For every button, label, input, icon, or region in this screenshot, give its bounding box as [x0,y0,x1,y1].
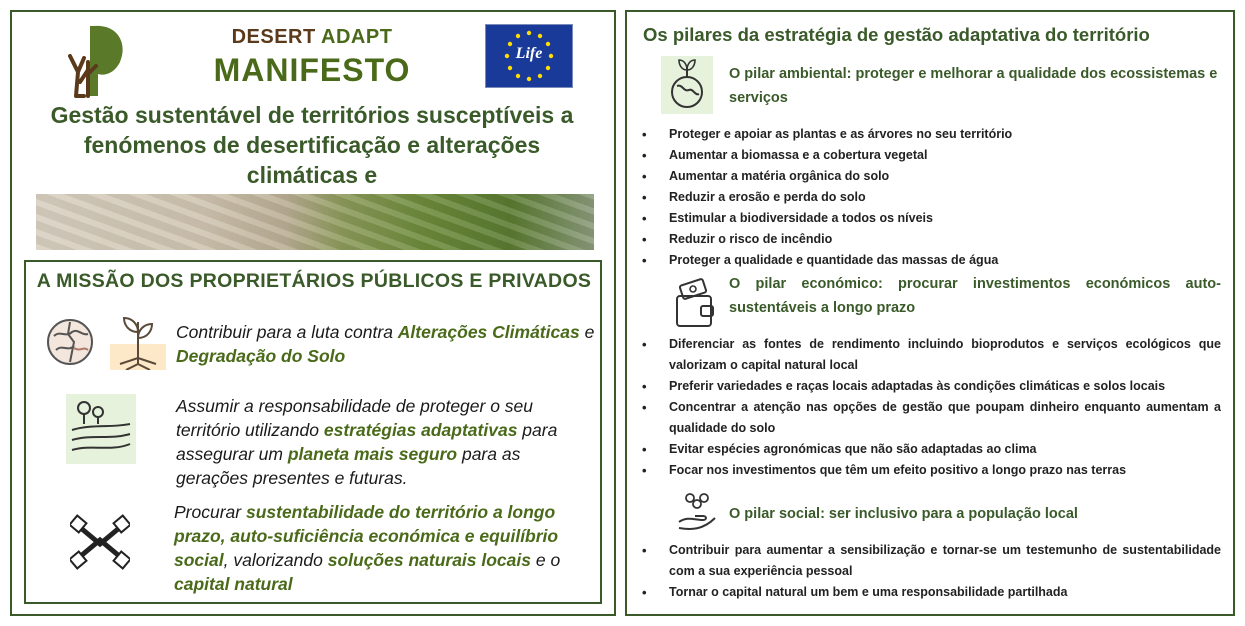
list-item: • Reduzir a erosão e perda do solo [639,187,1221,208]
mission-highlight: planeta mais seguro [287,444,458,464]
mission-item-sustainability [174,500,594,596]
economic-bullets [639,334,1221,481]
tree-logo-icon [62,22,132,100]
list-item: • Contribuir para aumentar a sensibilização e tornar-se um testemunho de sustentabilidade com a sua experiência pessoal [639,540,1221,582]
community-hand-icon [677,490,717,532]
eu-life-logo [485,24,573,88]
pillars-title: Os pilares da estratégia de gestão adaptativa do território [643,24,1150,45]
manifesto-panel [10,10,616,616]
mission-item-text: , valorizando [223,550,328,570]
list-item: • Proteger a qualidade e quantidade das massas de água [639,250,1221,271]
environmental-bullets [639,124,1221,271]
economic-pillar-heading: O pilar económico: procurar investimentos económicos auto-sustentáveis a longo prazo [729,276,1221,316]
mission-item-text: e [579,322,595,342]
landscape-banner-image [36,194,594,250]
mission-item-text: Procurar [174,502,246,522]
mission-box [24,260,602,604]
mission-highlight: sustentabilidade do território a longo prazo, auto-suficiência económica e equilíbrio social [174,502,559,570]
mission-highlight: estratégias adaptativas [323,420,518,440]
mission-highlight: soluções naturais locais [327,550,531,570]
list-item: • Aumentar a biomassa e a cobertura vegetal [639,145,1221,166]
mission-item-text: para assegurar um [176,420,558,464]
list-item: • Preferir variedades e raças locais adaptadas às condições climáticas e solos locais [639,376,1221,397]
list-item: • Concentrar a atenção nas opções de gestão que poupam dinheiro enquanto aumentam a qualidade do solo [639,397,1221,439]
list-item: • Tornar o capital natural um bem e uma responsabilidade partilhada [639,582,1221,603]
social-bullets [639,540,1221,603]
environmental-pillar-heading: O pilar ambiental: proteger e melhorar a qualidade dos ecossistemas e serviços [729,66,1218,106]
list-item: • Estimular a biodiversidade a todos os níveis [639,208,1221,229]
manifesto-title: Gestão sustentável de territórios susceptíveis a fenómenos de desertificação e alterações climáticas e [50,102,574,188]
mission-item-text: e o [531,550,561,570]
brand-manifesto: MANIFESTO [213,52,411,88]
brand-line-1 [212,26,412,49]
handshake-icon [70,514,130,570]
mission-item-responsibility [176,394,596,490]
pillars-panel [625,10,1235,616]
list-item: • Reduzir o risco de incêndio [639,229,1221,250]
land-tree-icon [66,394,136,464]
globe-sprout-icon [661,56,713,114]
mission-title: A MISSÃO DOS PROPRIETÁRIOS PÚBLICOS E PRIVADOS [36,270,592,292]
list-item: • Proteger e apoiar as plantas e as árvores no seu território [639,124,1221,145]
mission-item-text: Contribuir para a luta contra [176,322,398,342]
mission-highlight: Alterações Climáticas [397,322,580,342]
social-pillar-heading: O pilar social: ser inclusivo para a população local [729,506,1078,522]
list-item: • Focar nos investimentos que têm um efeito positivo a longo prazo nas terras [639,460,1221,481]
brand-adapt: ADAPT [315,26,393,48]
brand-desert: DESERT [231,26,316,48]
list-item: • Diferenciar as fontes de rendimento incluindo bioprodutos e serviços ecológicos que valorizam o capital natural local [639,334,1221,376]
eu-life-text: Life [515,45,543,62]
mission-item-text: para as gerações presentes e futuras. [176,444,521,488]
mission-highlight: Degradação do Solo [176,346,346,366]
mission-item-climate [176,320,596,368]
cracked-earth-icon [44,316,96,368]
mission-highlight: capital natural [174,574,293,594]
list-item: • Aumentar a matéria orgânica do solo [639,166,1221,187]
mission-item-text: Assumir a responsabilidade de proteger o seu território utilizando [176,396,534,440]
wallet-money-icon [675,278,715,330]
sprout-degradation-icon [110,308,166,370]
list-item: • Evitar espécies agronómicas que não são adaptadas ao clima [639,439,1221,460]
